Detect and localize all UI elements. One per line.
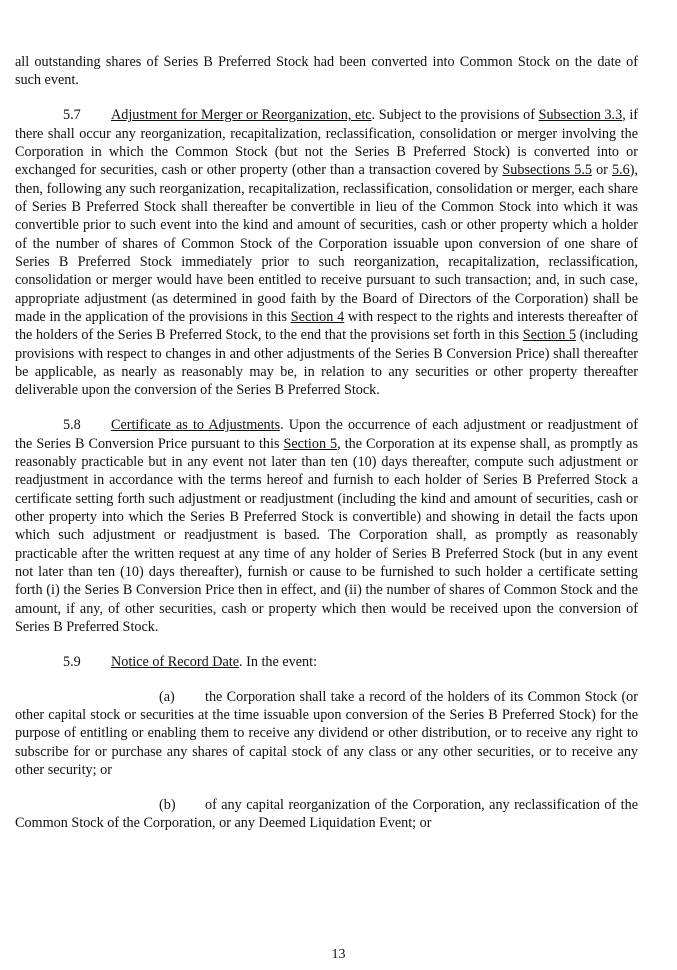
cross-reference: Subsections 5.5 <box>502 162 592 179</box>
section-text: . In the event: <box>239 653 318 670</box>
section-5-9 <box>15 653 638 671</box>
subsection-text: the Corporation shall take a record of the holders of its Common Stock (or other capital stock or securities at the time issuable upon conversion of the Series B Preferred Stock) for the purpose of entitling or enabling them to receive any dividend or other distribution, or to receive any right to subscribe for or purchase any shares of capital stock of any class or any other securities, or to receive any other security; or <box>15 688 638 779</box>
section-text: . Subject to the provisions of <box>371 107 539 124</box>
section-text: with respect to the rights and interests thereafter of the holders of the Series B Preferred Stock, to the end that the provisions set forth in this <box>15 308 638 344</box>
section-text: or <box>592 162 612 179</box>
section-heading: Adjustment for Merger or Reorganization, etc <box>111 107 372 124</box>
cross-reference: Subsection 3.3 <box>538 107 623 124</box>
subsection-a <box>15 688 638 780</box>
cross-reference: Section 5 <box>522 327 577 344</box>
section-5-8 <box>15 416 638 636</box>
section-text: (including provisions with respect to changes in and other adjustments of the Series B Conversion Price) shall thereafter be applicable, as nearly as reasonably may be, in relation to any securities or other property thereafter deliverable upon the conversion of the Series B Preferred Stock. <box>15 327 638 399</box>
section-text: ), then, following any such reorganization, recapitalization, reclassification, consolidation or merger, each share of Series B Preferred Stock shall thereafter be convertible in lieu of the Common Stock into which it was convertible prior to such event into the kind and amount of securities, cash or other property which a holder of the number of shares of Common Stock of the Corporation issuable upon conversion of one share of Series B Preferred Stock immediately prior to such reorganization, recapitalization, reclassification, consolidation or merger would have been entitled to receive pursuant to such transaction; and, in such case, appropriate adjustment (as determined in good faith by the Board of Directors of the Corporation) shall be made in the application of the provisions in this <box>15 162 638 325</box>
section-heading: Certificate as to Adjustments <box>111 417 281 434</box>
page-number: 13 <box>331 947 346 962</box>
section-text: , the Corporation at its expense shall, as promptly as reasonably practicable but in any event not later than ten (10) days thereafter, compute such adjustment or readjustment in accordance with the terms hereof and furnish to each holder of Series B Preferred Stock a certificate setting forth such adjustment or readjustment (including the kind and amount of securities, cash or other property into which the Series B Preferred Stock is convertible) and showing in detail the facts upon which such adjustment or readjustment is based. The Corporation shall, as promptly as reasonably practicable after the written request at any time of any holder of Series B Preferred Stock (but in any event not later than ten (10) days thereafter), furnish or cause to be furnished to such holder a certificate setting forth (i) the Series B Conversion Price then in effect, and (ii) the number of shares of Common Stock and the amount, if any, of other securities, cash or property which then would be received upon the conversion of Series B Preferred Stock. <box>15 435 638 635</box>
cross-reference: 5.6 <box>611 162 630 179</box>
cross-reference: Section 4 <box>290 308 345 325</box>
subsection-label: (b) <box>159 796 176 813</box>
section-number: 5.7 <box>63 107 81 124</box>
cross-reference: Section 5 <box>283 435 338 452</box>
section-number: 5.8 <box>63 417 81 434</box>
section-5-7 <box>15 106 638 400</box>
section-number: 5.9 <box>63 653 81 670</box>
subsection-label: (a) <box>159 688 175 705</box>
section-heading: Notice of Record Date <box>111 653 240 670</box>
section-text: , if there shall occur any reorganization, recapitalization, reclassification, consolidation or merger involving the Corporation in which the Common Stock (but not the Series B Preferred Stock) is converted into or exchanged for securities, cash or other property (other than a transaction covered by <box>15 107 639 179</box>
document-page <box>15 53 638 849</box>
paragraph-continuation: all outstanding shares of Series B Preferred Stock had been converted into Common Stock on the date of such event. <box>15 54 638 89</box>
section-text: . Upon the occurrence of each adjustment or readjustment of the Series B Conversion Price pursuant to this <box>15 417 638 452</box>
subsection-text: of any capital reorganization of the Corporation, any reclassification of the Common Stock of the Corporation, or any Deemed Liquidation Event; or <box>15 796 638 832</box>
subsection-b <box>15 796 638 833</box>
